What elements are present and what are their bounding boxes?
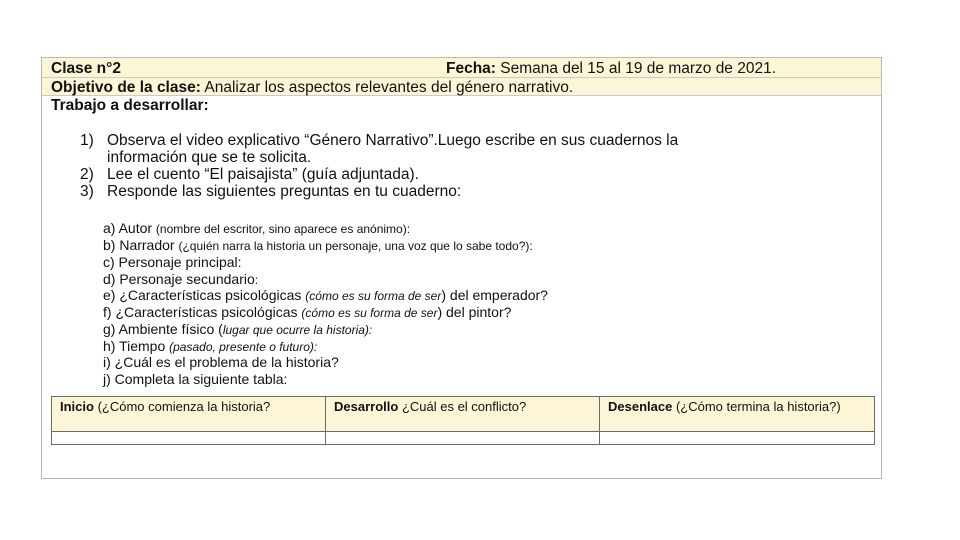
question-d-main: d) Personaje secundario (103, 271, 255, 287)
objetivo-label: Objetivo de la clase: (51, 79, 201, 96)
question-i: i) ¿Cuál es el problema de la historia? (103, 354, 339, 370)
question-e-main: e) ¿Características psicológicas (103, 287, 302, 303)
question-e-end: ) del emperador? (441, 287, 548, 303)
step-3-text: Responde las siguientes preguntas en tu cuaderno: (107, 183, 462, 200)
desenlace-note: (¿Cómo termina la historia?) (675, 399, 841, 414)
question-h-note: (pasado, presente o futuro): (169, 340, 318, 354)
objetivo (51, 78, 573, 97)
clase-label: Clase n°2 (51, 60, 121, 77)
question-b-note: (¿quién narra la historia un personaje, una voz que lo sabe todo?): (178, 239, 533, 253)
question-e-note: (cómo es su forma de ser (305, 289, 442, 303)
inicio-note: (¿Cómo comienza la historia? (97, 399, 271, 414)
question-d-note: : (254, 273, 259, 287)
inicio-label: Inicio (60, 399, 94, 414)
question-h (103, 338, 317, 355)
desenlace-label: Desenlace (608, 399, 673, 414)
step-1-number: 1) (80, 132, 94, 149)
step-2-text: Lee el cuento “El paisajista” (guía adjuntada). (107, 166, 419, 183)
question-f (103, 304, 511, 321)
question-g-main: g) Ambiente físico ( (103, 321, 223, 337)
question-g (103, 321, 372, 338)
table-cell-desenlace (600, 397, 875, 432)
answer-cell-inicio[interactable] (52, 432, 326, 445)
clase-number (51, 59, 121, 78)
question-f-main: f) ¿Características psicológicas (103, 304, 298, 320)
table-cell-desarrollo (326, 397, 600, 432)
step-1-line-1: Observa el video explicativo “Género Narrativo”.Luego escribe en sus cuadernos la (107, 132, 679, 149)
header-row-clase (42, 58, 881, 78)
worksheet (41, 57, 882, 479)
question-g-note: lugar que ocurre la historia): (222, 323, 373, 337)
question-h-main: h) Tiempo (103, 338, 166, 354)
step-3-number: 3) (80, 183, 94, 200)
step-1-line-2: información que se te solicita. (107, 149, 312, 166)
fecha-label: Fecha: (446, 60, 496, 77)
question-b (103, 237, 533, 254)
question-d (103, 271, 258, 288)
objetivo-value: Analizar los aspectos relevantes del género narrativo. (204, 79, 574, 96)
question-f-end: ) del pintor? (437, 304, 512, 320)
fecha-value: Semana del 15 al 19 de marzo de 2021. (500, 60, 777, 77)
question-f-note: (cómo es su forma de ser (301, 306, 438, 320)
desarrollo-note: ¿Cuál es el conflicto? (401, 399, 527, 414)
question-b-main: b) Narrador (103, 237, 175, 253)
trabajo-title (51, 97, 209, 114)
header-row-objetivo (42, 78, 881, 96)
story-structure-table (51, 396, 875, 445)
question-e (103, 287, 548, 304)
answer-cell-desenlace[interactable] (600, 432, 875, 445)
table-answer-row (52, 432, 875, 445)
desarrollo-label: Desarrollo (334, 399, 399, 414)
fecha (446, 59, 776, 78)
question-a-note: (nombre del escritor, sino aparece es anónimo): (155, 222, 411, 236)
question-c: c) Personaje principal: (103, 254, 242, 270)
question-j: j) Completa la siguiente tabla: (103, 371, 288, 387)
table-header-row (52, 397, 875, 432)
answer-cell-desarrollo[interactable] (326, 432, 600, 445)
step-2-number: 2) (80, 166, 94, 183)
question-a-main: a) Autor (103, 220, 153, 236)
question-a (103, 220, 410, 237)
table-cell-inicio (52, 397, 326, 432)
trabajo-title-text: Trabajo a desarrollar: (51, 97, 209, 114)
